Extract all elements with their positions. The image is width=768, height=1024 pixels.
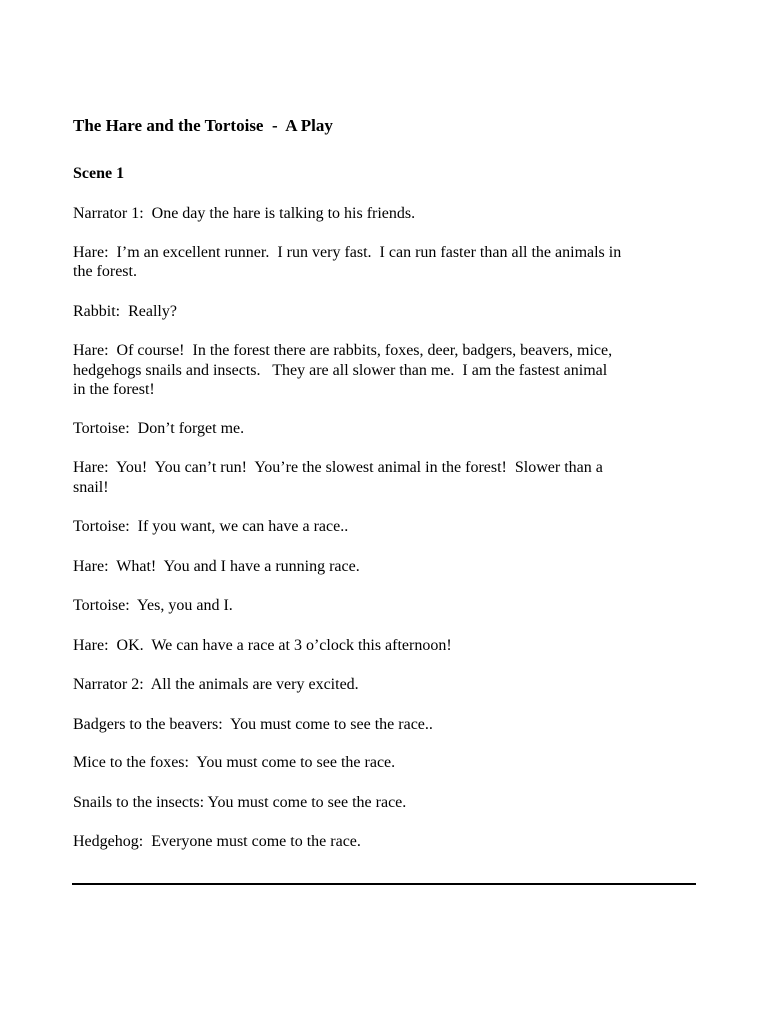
dialogue-paragraph bbox=[73, 715, 698, 735]
dialogue-paragraph bbox=[73, 557, 698, 577]
dialogue-line: Hare: Of course! In the forest there are rabbits, foxes, deer, badgers, beavers, mice, bbox=[73, 342, 613, 359]
dialogue-paragraph bbox=[73, 458, 698, 497]
dialogue-line: Hare: What! You and I have a running race. bbox=[73, 557, 360, 575]
dialogue-paragraph bbox=[73, 302, 698, 322]
scene-heading: Scene 1 bbox=[73, 165, 125, 182]
dialogue-paragraph bbox=[73, 832, 698, 852]
dialogue-line: Narrator 1: One day the hare is talking to his friends. bbox=[73, 205, 416, 222]
dialogue-line: Tortoise: Yes, you and I. bbox=[73, 597, 233, 614]
dialogue-line: Hedgehog: Everyone must come to the race. bbox=[73, 833, 361, 850]
dialogue-line: Tortoise: If you want, we can have a race.. bbox=[73, 518, 349, 535]
dialogue-paragraph bbox=[73, 596, 698, 616]
dialogue-line: snail! bbox=[73, 478, 109, 496]
dialogue-paragraph bbox=[73, 636, 698, 656]
dialogue-line: the forest. bbox=[73, 263, 137, 280]
dialogue-line: Tortoise: Don’t forget me. bbox=[73, 419, 245, 437]
dialogue-lines bbox=[73, 204, 698, 852]
document-page bbox=[73, 114, 698, 852]
dialogue-paragraph bbox=[73, 204, 698, 224]
dialogue-paragraph bbox=[73, 419, 698, 439]
play-title: The Hare and the Tortoise - A Play bbox=[73, 116, 333, 135]
dialogue-paragraph bbox=[73, 675, 698, 695]
dialogue-paragraph bbox=[73, 243, 698, 282]
dialogue-paragraph bbox=[73, 341, 698, 400]
dialogue-line: in the forest! bbox=[73, 381, 155, 398]
dialogue-paragraph bbox=[73, 793, 698, 813]
dialogue-line: Badgers to the beavers: You must come to see the race.. bbox=[73, 715, 433, 733]
dialogue-paragraph bbox=[73, 517, 698, 537]
dialogue-line: Mice to the foxes: You must come to see the race. bbox=[73, 754, 396, 771]
horizontal-rule bbox=[72, 883, 696, 885]
dialogue-line: hedgehogs snails and insects. They are all slower than me. I am the fastest animal bbox=[73, 361, 608, 379]
dialogue-line: Rabbit: Really? bbox=[73, 302, 177, 320]
dialogue-line: Narrator 2: All the animals are very excited. bbox=[73, 676, 359, 693]
dialogue-line: Hare: I’m an excellent runner. I run very fast. I can run faster than all the animals in bbox=[73, 243, 622, 261]
dialogue-line: Hare: OK. We can have a race at 3 o’clock this afternoon! bbox=[73, 636, 452, 654]
dialogue-line: Snails to the insects: You must come to see the race. bbox=[73, 793, 407, 811]
dialogue-paragraph bbox=[73, 753, 698, 773]
dialogue-line: Hare: You! You can’t run! You’re the slowest animal in the forest! Slower than a bbox=[73, 459, 603, 476]
